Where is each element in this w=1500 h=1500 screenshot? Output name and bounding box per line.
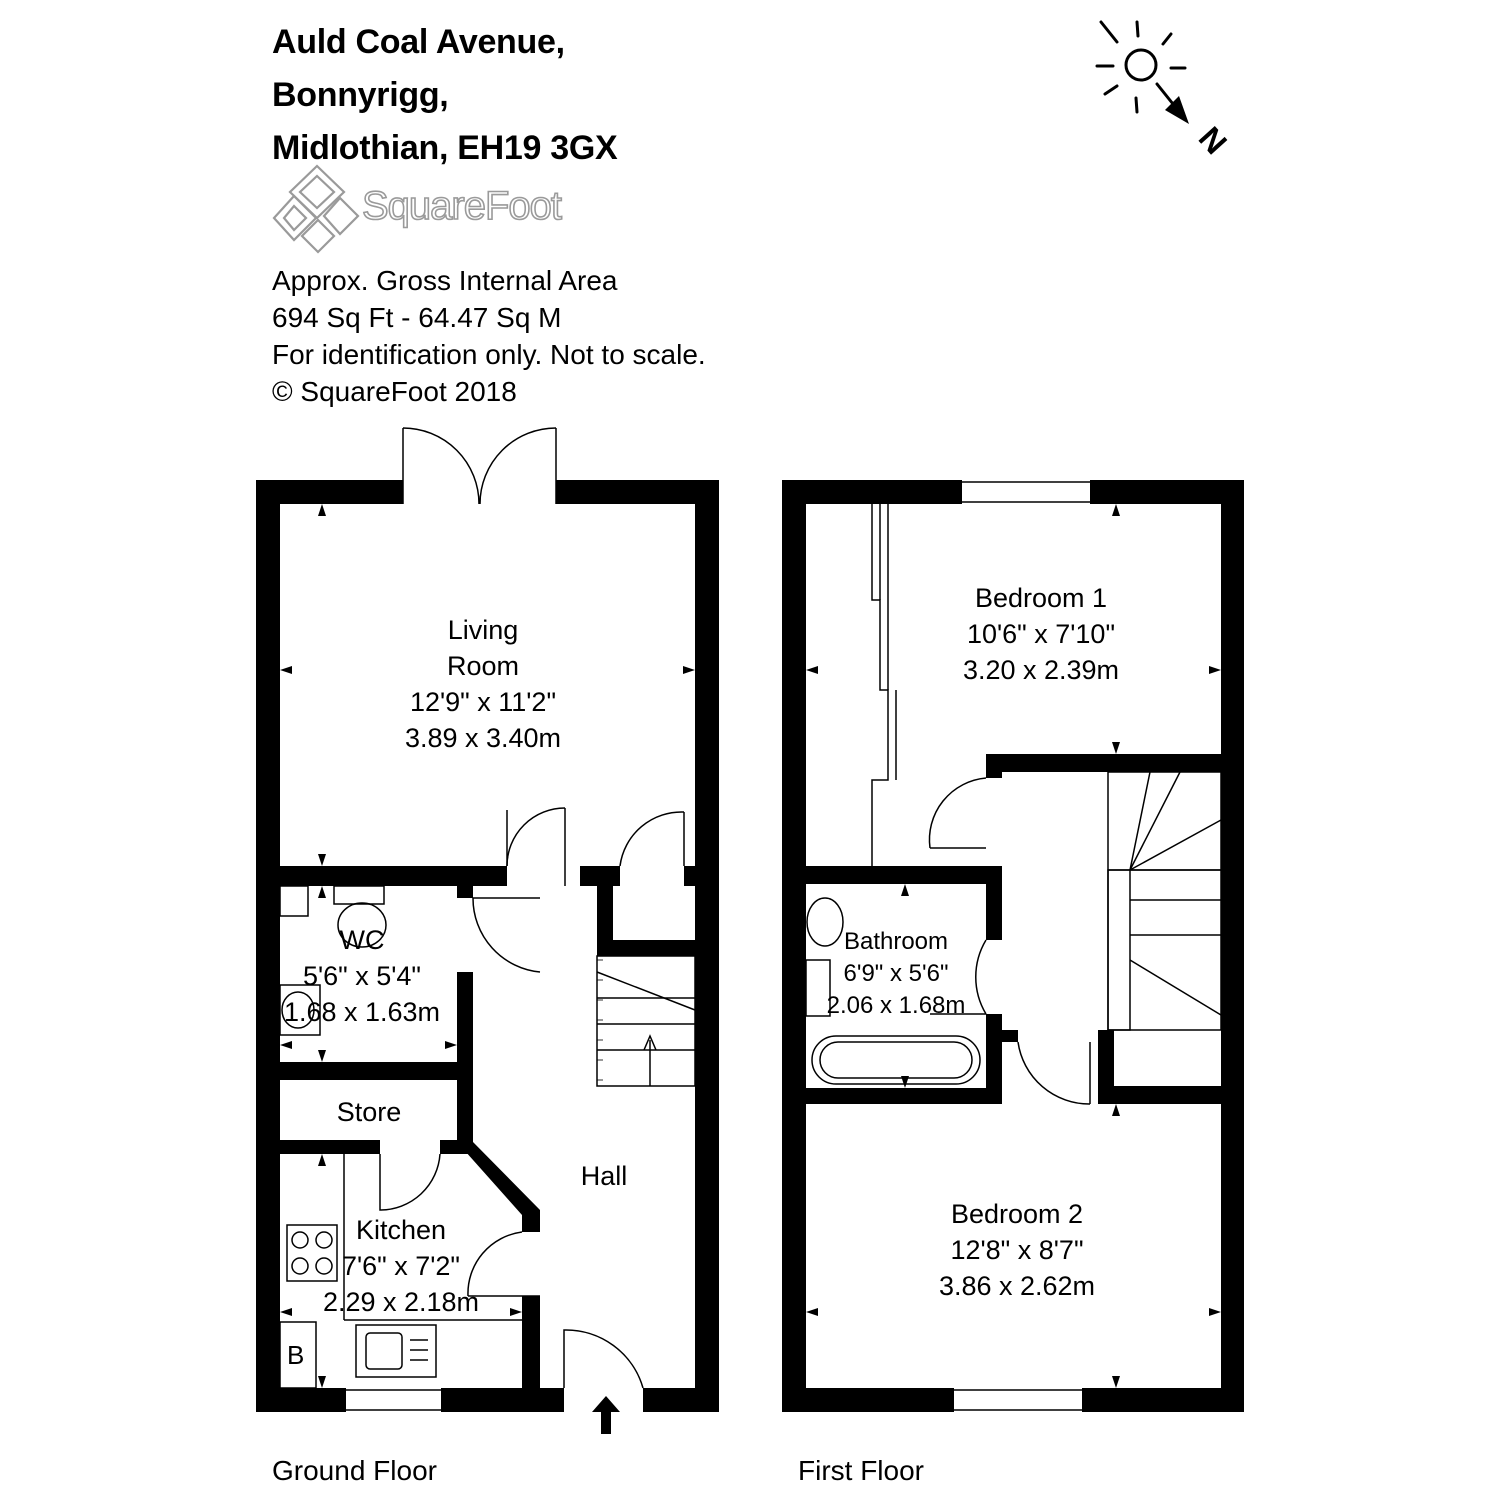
living-room-metric: 3.89 x 3.40m xyxy=(404,723,562,753)
store-name: Store xyxy=(336,1097,402,1127)
bedroom-1-label xyxy=(963,580,1119,688)
bathroom-label xyxy=(827,926,966,1022)
entrance-arrow-icon xyxy=(592,1396,620,1434)
wc-metric: 1.68 x 1.63m xyxy=(283,997,441,1027)
disclaimer: For identification only. Not to scale. xyxy=(272,339,706,370)
living-room-name-2: Room xyxy=(446,651,520,681)
north-label: N xyxy=(1191,119,1234,161)
copyright: © SquareFoot 2018 xyxy=(272,376,517,407)
living-room-imperial: 12'9" x 11'2" xyxy=(409,687,557,717)
boiler-label: B xyxy=(287,1340,305,1370)
bedroom-2-name: Bedroom 2 xyxy=(950,1199,1084,1229)
wc-imperial: 5'6" x 5'4" xyxy=(302,961,422,991)
first-floor-label: First Floor xyxy=(798,1455,924,1486)
kitchen-metric: 2.29 x 2.18m xyxy=(322,1287,480,1317)
wc-label xyxy=(284,922,440,1030)
hall-label xyxy=(581,1158,628,1194)
bathroom-imperial: 6'9" x 5'6" xyxy=(843,960,949,987)
brand-name: SquareFoot xyxy=(362,184,562,228)
area-values: 694 Sq Ft - 64.47 Sq M xyxy=(272,302,562,333)
bathroom-metric: 2.06 x 1.68m xyxy=(826,992,966,1019)
kitchen-name: Kitchen xyxy=(355,1215,447,1245)
bedroom-1-metric: 3.20 x 2.39m xyxy=(962,655,1120,685)
bathroom-name: Bathroom xyxy=(843,928,949,955)
bedroom-2-imperial: 12'8" x 8'7" xyxy=(950,1235,1084,1265)
hall-name: Hall xyxy=(580,1161,628,1191)
ground-floor-label: Ground Floor xyxy=(272,1455,437,1486)
address-line-2: Bonnyrigg, xyxy=(272,76,449,114)
living-room-name: Living xyxy=(447,615,519,645)
living-room-label xyxy=(405,612,561,756)
bedroom-2-label xyxy=(939,1196,1095,1304)
bedroom-1-name: Bedroom 1 xyxy=(974,583,1108,613)
address-line-3: Midlothian, EH19 3GX xyxy=(272,129,618,167)
address-line-1: Auld Coal Avenue, xyxy=(272,23,565,61)
bedroom-2-metric: 3.86 x 2.62m xyxy=(938,1271,1096,1301)
kitchen-label xyxy=(323,1212,479,1320)
area-title: Approx. Gross Internal Area xyxy=(272,265,618,296)
store-label xyxy=(337,1094,402,1130)
kitchen-imperial: 7'6" x 7'2" xyxy=(341,1251,461,1281)
wc-name: WC xyxy=(339,925,385,955)
bedroom-1-imperial: 10'6" x 7'10" xyxy=(966,619,1116,649)
